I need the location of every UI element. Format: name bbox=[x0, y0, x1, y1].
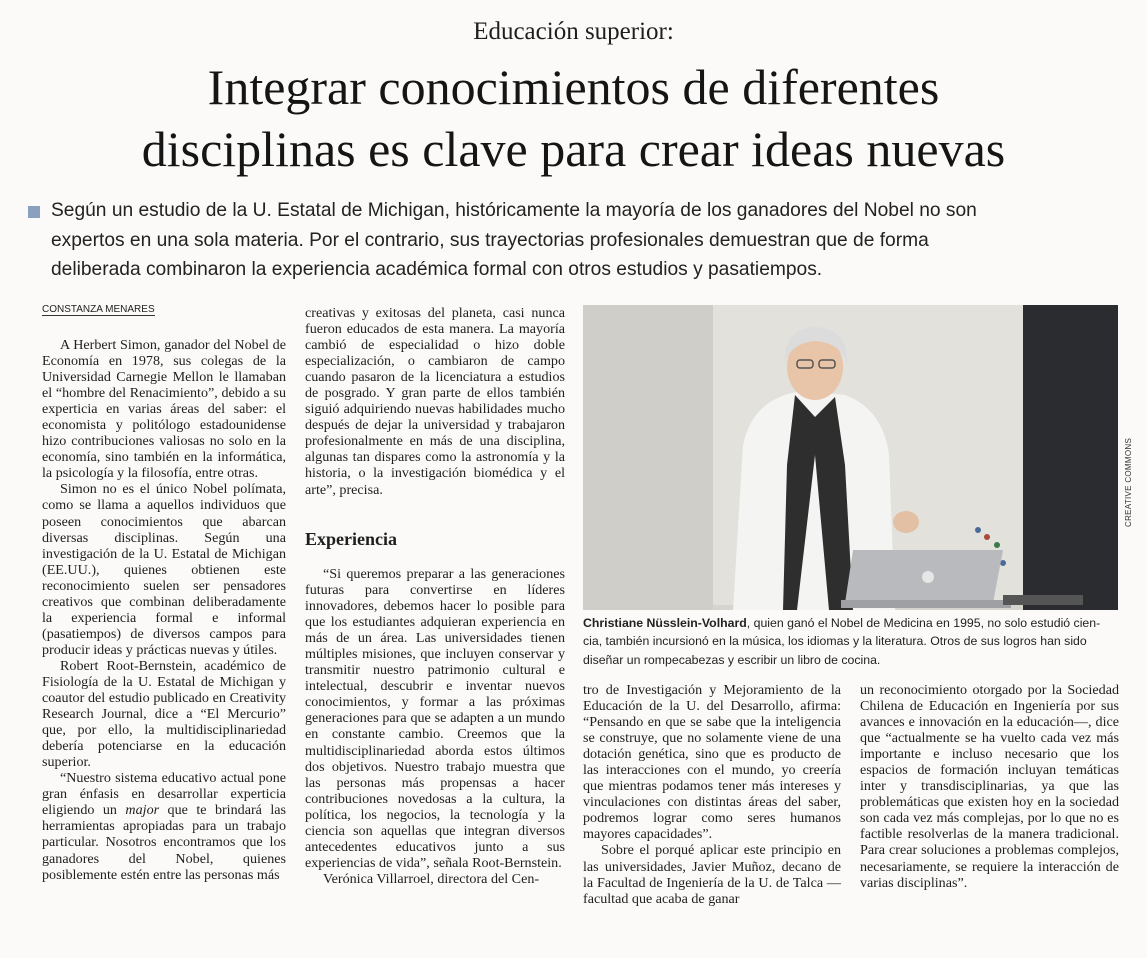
col2-paragraph-1: creativas y exitosas del planeta, casi nunca fueron educados de esta manera. La mayoría cambió de especialidad o hizo doble especialización, o cambiaron de campo cuando pasaron de la licenciatura a estudios de posgrado. Y gran parte de ellos también siguió adquiriendo nuevas habilidades mucho después de dejar la universidad y trabajaron profesionalmente en más de una disciplina, algunas tan dispares como la astronomía y la historia, o la investigación biomédica y el arte”, precisa. bbox=[305, 305, 565, 498]
col1-p4-start: “Nuestro sistema educativo actual pone gran énfasis en desarrollar experticia eligiendo un bbox=[42, 770, 286, 819]
caption-line-1-rest: , quien ganó el Nobel de Medicina en 1995, no solo estudió cien- bbox=[746, 616, 1101, 630]
col1-paragraph-3: Robert Root-Bernstein, académico de Fisiología de la U. Estatal de Michigan y coautor del estudio publicado en Creativity Research Journal, dice a “El Mercurio” que, por ello, la multidisciplinariedad debería potenciarse en la educación superior. bbox=[42, 657, 286, 771]
col2-paragraph-2: “Si queremos preparar a las generaciones futuras para convertirse en líderes innovadores, debemos hacer lo posible para que los estudiantes adquieran experiencia en más de un área. Las universidades tienen múltiples misiones, que incluyen conservar y transmitir nuestro patrimonio cultural e intelectual, descubrir e inventar nuevos conocimientos, y formar a las próximas generaciones para que se adapten a un mundo en constante cambio. Creemos que la multidisciplinariedad aborda estos últimos dos objetivos. Nuestro trabajo muestra que las personas más propensas a hacer contribuciones novedosas a la cultura, la política, los negocios, la tecnología y la ciencia son aquellas que integran diversos antecedentes educativos junto a sus experiencias de vida”, señala Root-Bernstein. bbox=[305, 566, 565, 871]
caption-line-2: cia, también incursionó en la música, los idiomas y la literatura. Otros de sus logros han sido bbox=[583, 634, 1087, 649]
lead-line-2: expertos en una sola materia. Por el contrario, sus trayectorias profesionales demuestran que de forma bbox=[51, 229, 929, 251]
photo-scientist bbox=[583, 305, 1118, 610]
kicker: Educación superior: bbox=[473, 18, 674, 45]
caption-line-3: diseñar un rompecabezas y escribir un libro de cocina. bbox=[583, 652, 881, 667]
photo-caption bbox=[583, 614, 1123, 669]
column-2-lower bbox=[305, 566, 565, 887]
headline-line-2: disciplinas es clave para crear ideas nuevas bbox=[141, 121, 1006, 177]
section-subhead: Experiencia bbox=[305, 529, 397, 549]
col2-paragraph-3: Verónica Villarroel, directora del Cen- bbox=[323, 870, 540, 887]
caption-name: Christiane Nüsslein-Volhard bbox=[583, 616, 747, 630]
col4-paragraph-1: un reconocimiento otorgado por la Sociedad Chilena de Educación en Ingeniería por sus avances e innovación en la educación—, dice que “actualmente se ha vuelto cada vez más importante e incluso necesario que los espacios de formación incluyan temáticas inter y transdisciplinarias, ya que las problemáticas que existen hoy en la sociedad son cada vez más complejas, por lo que no es factible resolverlas de la manera tradicional. Para crear soluciones a problemas complejos, necesariamente, se requiere la interacción de varias disciplinas”. bbox=[860, 682, 1119, 891]
col1-paragraph-2: Simon no es el único Nobel polímata, como se llama a aquellos individuos que poseen conocimientos que abarcan diversas disciplinas. Según una investigación de la U. Estatal de Michigan (EE.UU.), quienes obtienen este reconocimiento suelen ser pensadores creativos que combinan deliberadamente la experiencia formal e informal (pasatiempos) de diversos campos para producir ideas y prácticas nuevas y útiles. bbox=[42, 481, 286, 658]
lead-paragraph bbox=[51, 196, 1131, 285]
column-1 bbox=[42, 337, 286, 883]
lead-line-3: deliberada combinaron la experiencia académica formal con otros estudios y pasatiempos. bbox=[51, 259, 823, 280]
col1-paragraph-4 bbox=[42, 770, 286, 882]
headline bbox=[0, 56, 1147, 180]
headline-line-1: Integrar conocimientos de diferentes bbox=[207, 59, 940, 115]
col1-p4-end: que te brindará las herramientas apropiadas para un trabajo particular. Nosotros encontramos que los ganadores del Nobel, quienes posiblemente estén entre las personas más bbox=[42, 802, 286, 883]
col3-paragraph-1: tro de Investigación y Mejoramiento de la Educación de la U. del Desarrollo, afirma: “Pensando en que se sabe que la inteligencia se construye, que no solamente viene de una dotación genética, sino que es producto de las interacciones con el mundo, yo creería que mientras podamos tener más intereses y vinculaciones con distintas áreas del saber, podremos lograr como seres humanos mayores capacidades”. bbox=[583, 682, 841, 843]
col1-paragraph-1: A Herbert Simon, ganador del Nobel de Economía en 1978, sus colegas de la Universidad Carnegie Mellon le llamaban el “hombre del Renacimiento”, debido a su experticia en varias áreas del saber: el economista y politólogo estadounidense hizo contribuciones valiosas no solo en la economía, sino también en la informática, la psicología y la filosofía, entre otras. bbox=[42, 337, 286, 482]
photo-illustration bbox=[583, 305, 1118, 610]
lead-bullet-icon bbox=[28, 206, 40, 218]
photo-credit: CREATIVE COMMONS bbox=[1124, 437, 1133, 527]
column-3 bbox=[583, 682, 841, 907]
lead-line-1: Según un estudio de la U. Estatal de Michigan, históricamente la mayoría de los ganadores del Nobel no son bbox=[51, 200, 977, 221]
col3-paragraph-2: Sobre el porqué aplicar este principio en las universidades, Javier Muñoz, decano de la Facultad de Ingeniería de la U. de Talca —facultad que acaba de ganar bbox=[583, 842, 841, 907]
caption-line-1 bbox=[583, 614, 1123, 632]
byline: CONSTANZA MENARES bbox=[42, 304, 155, 315]
column-4 bbox=[860, 682, 1119, 891]
column-2 bbox=[305, 305, 565, 498]
col1-p4-italic: major bbox=[125, 802, 160, 819]
